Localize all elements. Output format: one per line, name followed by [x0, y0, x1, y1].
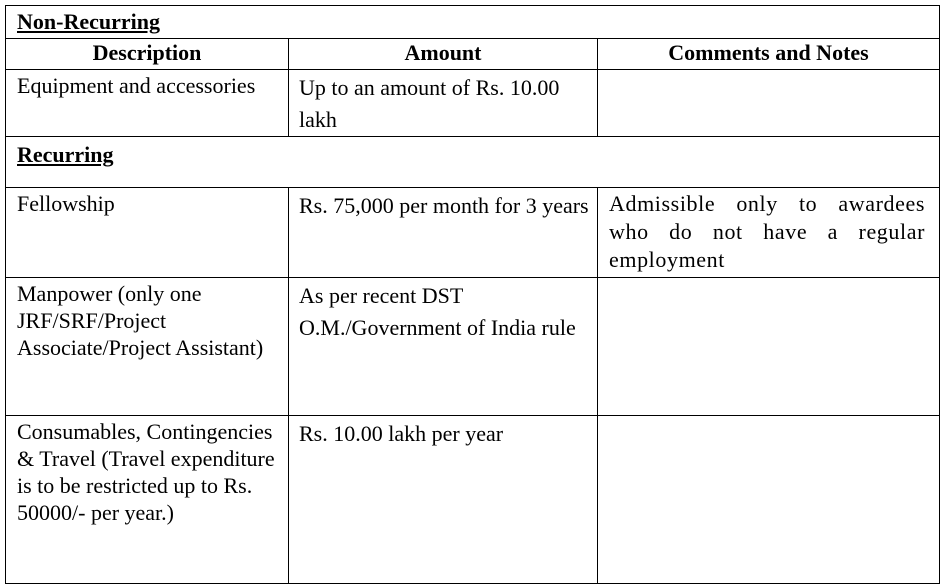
amount-cell: Rs. 10.00 lakh per year: [289, 416, 598, 584]
description-cell: Consumables, Contingencies & Travel (Travel expenditure is to be restricted up to Rs. 50000/- per year.): [6, 416, 289, 584]
table-row: [6, 416, 940, 584]
notes-cell: Admissible only to awardees who do not have a regular employment: [598, 188, 940, 278]
section-heading: Non-Recurring: [6, 6, 940, 39]
table-row: [6, 188, 940, 278]
column-header-amount: Amount: [289, 39, 598, 70]
column-header-comments: Comments and Notes: [598, 39, 940, 70]
notes-cell: [598, 70, 940, 137]
description-cell: Fellowship: [6, 188, 289, 278]
section-row-non-recurring: [6, 6, 940, 39]
budget-table: [5, 5, 940, 584]
amount-cell: Rs. 75,000 per month for 3 years: [289, 188, 598, 278]
amount-cell: Up to an amount of Rs. 10.00 lakh: [289, 70, 598, 137]
notes-cell: [598, 416, 940, 584]
description-cell: Manpower (only one JRF/SRF/Project Associate/Project Assistant): [6, 278, 289, 416]
header-row: [6, 39, 940, 70]
amount-cell: As per recent DST O.M./Government of India rule: [289, 278, 598, 416]
table-row: [6, 278, 940, 416]
section-heading: Recurring: [6, 137, 940, 188]
table-row: [6, 70, 940, 137]
description-cell: Equipment and accessories: [6, 70, 289, 137]
notes-cell: [598, 278, 940, 416]
section-row-recurring: [6, 137, 940, 188]
column-header-description: Description: [6, 39, 289, 70]
